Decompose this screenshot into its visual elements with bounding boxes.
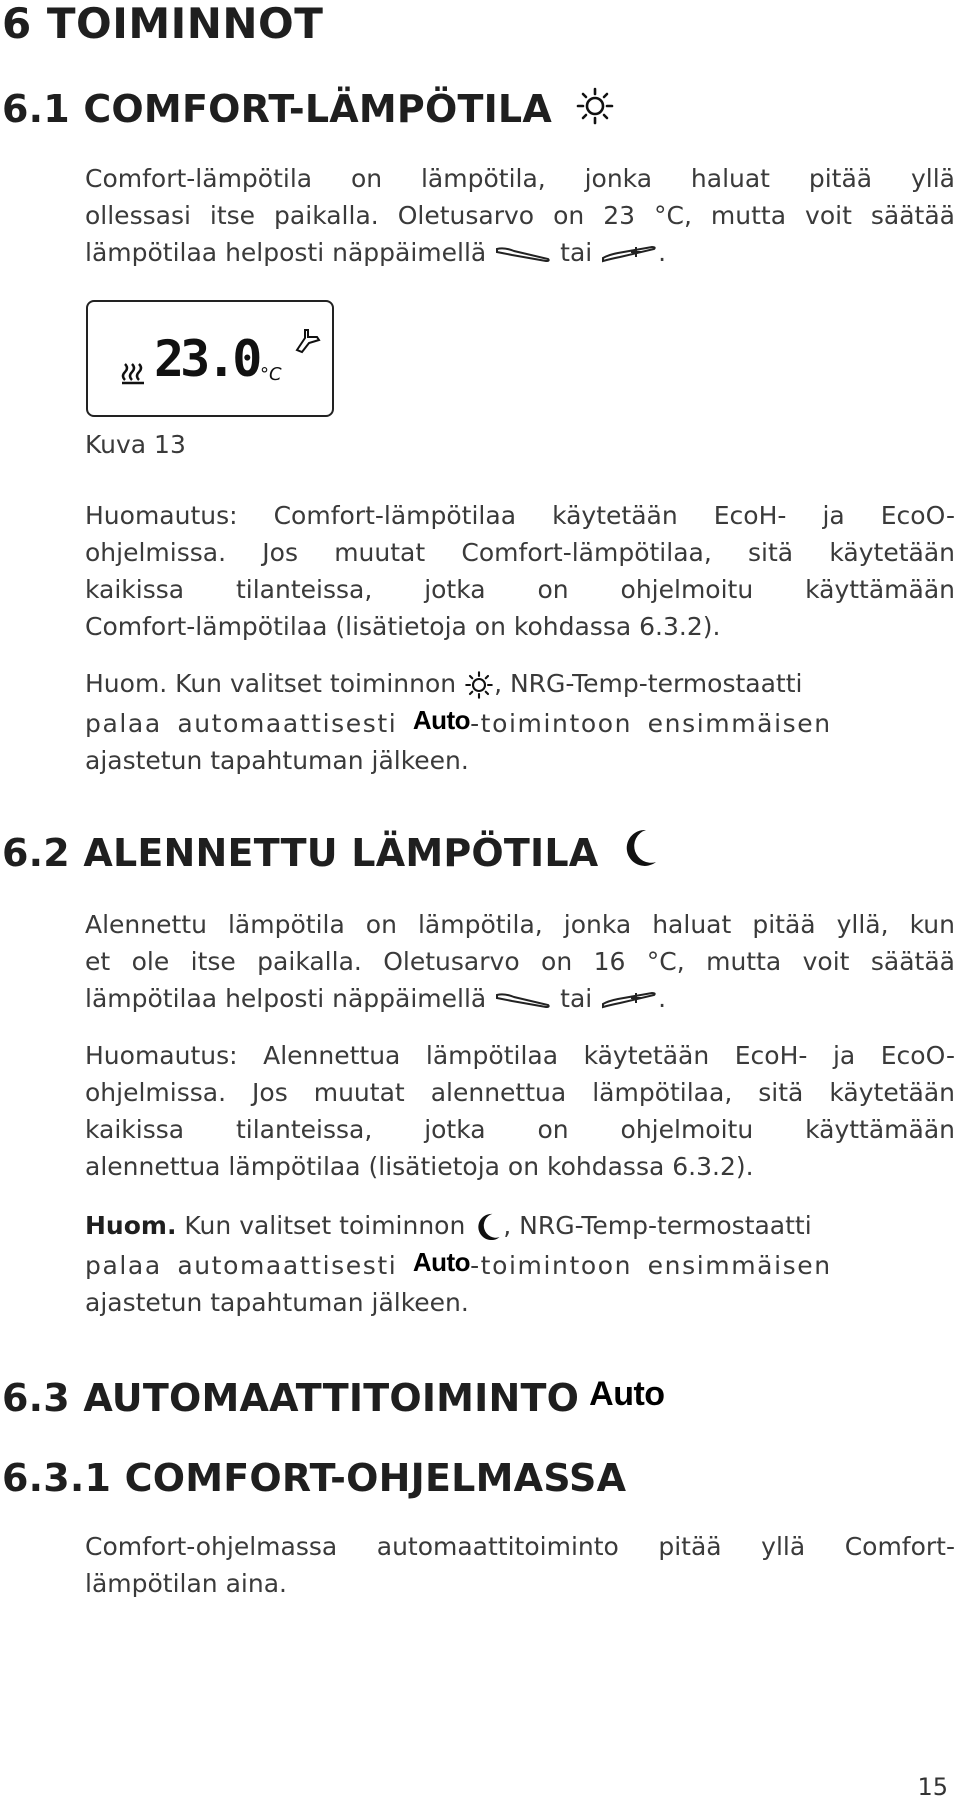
text-line: Huomautus: Alennettua lämpötilaa käytetään EcoH- ja EcoO- [85, 1041, 955, 1070]
section-title-6-3 [2, 1371, 665, 1421]
section-title-6-3-text: 6.3 AUTOMAATTITOIMINTO [2, 1376, 580, 1420]
manual-hand-icon [293, 326, 323, 356]
text-line [85, 234, 955, 271]
sun-icon [575, 86, 615, 126]
huom-comfort [85, 665, 955, 779]
text-fragment: lämpötilaa helposti näppäimellä [85, 984, 487, 1013]
text-line: et ole itse paikalla. Oletusarvo on 16 °C, mutta voit säätää [85, 947, 955, 976]
heating-icon [120, 360, 146, 386]
text-line: alennettua lämpötilaa (lisätietoja on kohdassa 6.3.2). [85, 1152, 754, 1181]
section-title-6-1 [2, 86, 615, 132]
plus-key-icon [600, 243, 658, 265]
text-line [85, 1207, 955, 1244]
text-line: ajastetun tapahtuman jälkeen. [85, 1288, 469, 1317]
temperature-unit: °C [260, 364, 282, 385]
text-line: Alennettu lämpötila on lämpötila, jonka haluat pitää yllä, kun [85, 910, 955, 939]
sun-icon [464, 670, 494, 700]
auto-label: Auto [412, 705, 471, 735]
paragraph-comfort-intro [85, 160, 955, 271]
text-fragment: Huom. Kun valitset toiminnon [85, 669, 457, 698]
huom-reduced [85, 1207, 955, 1321]
moon-icon [473, 1211, 503, 1243]
page-number: 15 [917, 1773, 948, 1801]
section-title-6-2-text: 6.2 ALENNETTU LÄMPÖTILA [2, 831, 599, 875]
text-line: kaikissa tilanteissa, jotka on ohjelmoitu käyttämään [85, 1115, 955, 1144]
auto-label: Auto [589, 1375, 665, 1413]
text-line: ollessasi itse paikalla. Oletusarvo on 23 °C, mutta voit säätää [85, 201, 955, 230]
text-fragment: -toimintoon ensimmäisen [470, 1251, 832, 1280]
paragraph-reduced-intro [85, 906, 955, 1017]
text-line [85, 702, 955, 742]
minus-key-icon [494, 989, 552, 1011]
auto-label: Auto [412, 1247, 471, 1277]
text-fragment: Huom. [85, 1211, 177, 1240]
text-fragment: , NRG-Temp-termostaatti [494, 669, 803, 698]
figure-caption: Kuva 13 [85, 430, 186, 459]
note-reduced [85, 1037, 955, 1185]
moon-icon [620, 826, 660, 870]
thermostat-display [86, 300, 334, 417]
text-fragment: tai [560, 984, 593, 1013]
text-fragment: tai [560, 238, 593, 267]
text-line: lämpötilan aina. [85, 1569, 287, 1598]
text-fragment: palaa automaattisesti [85, 709, 398, 738]
text-fragment: -toimintoon ensimmäisen [470, 709, 832, 738]
text-line: ajastetun tapahtuman jälkeen. [85, 746, 469, 775]
section-title-6-1-text: 6.1 COMFORT-LÄMPÖTILA [2, 87, 552, 131]
text-fragment: . [658, 984, 667, 1013]
text-line: kaikissa tilanteissa, jotka on ohjelmoitu käyttämään [85, 575, 955, 604]
note-comfort [85, 497, 955, 645]
text-fragment: . [658, 238, 667, 267]
temperature-value: 23.0 [154, 330, 259, 388]
text-line: Huomautus: Comfort-lämpötilaa käytetään EcoH- ja EcoO- [85, 501, 955, 530]
chapter-title: 6 TOIMINNOT [2, 0, 324, 48]
minus-key-icon [494, 243, 552, 265]
text-line [85, 980, 955, 1017]
text-line [85, 665, 955, 702]
section-title-6-3-1: 6.3.1 COMFORT-OHJELMASSA [2, 1456, 627, 1500]
text-fragment: Kun valitset toiminnon [184, 1211, 466, 1240]
text-fragment: palaa automaattisesti [85, 1251, 398, 1280]
text-line: Comfort-lämpötilaa (lisätietoja on kohdassa 6.3.2). [85, 612, 721, 641]
text-fragment: , NRG-Temp-termostaatti [503, 1211, 812, 1240]
text-line [85, 1244, 955, 1284]
text-line: Comfort-ohjelmassa automaattitoiminto pitää yllä Comfort- [85, 1532, 955, 1561]
text-line: Comfort-lämpötila on lämpötila, jonka haluat pitää yllä [85, 164, 955, 193]
text-line: ohjelmissa. Jos muutat Comfort-lämpötilaa, sitä käytetään [85, 538, 955, 567]
text-line: ohjelmissa. Jos muutat alennettua lämpötilaa, sitä käytetään [85, 1078, 955, 1107]
section-title-6-2 [2, 826, 660, 876]
plus-key-icon [600, 989, 658, 1011]
text-fragment: lämpötilaa helposti näppäimellä [85, 238, 487, 267]
paragraph-comfort-program [85, 1528, 955, 1602]
